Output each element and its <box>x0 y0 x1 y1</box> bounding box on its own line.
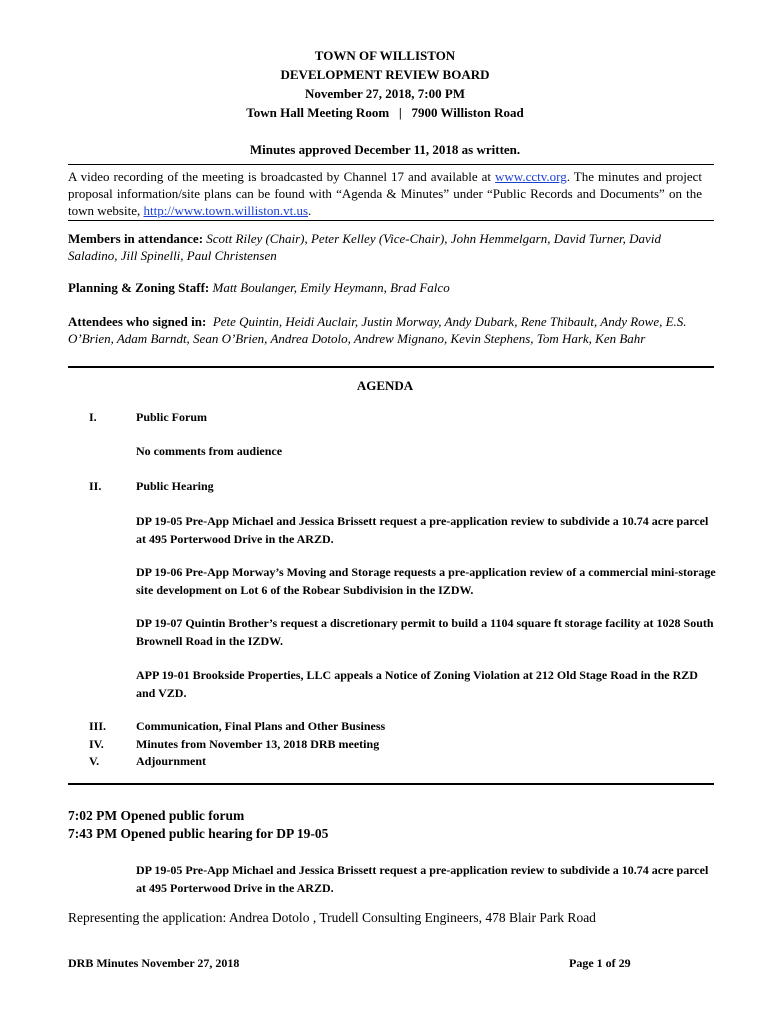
board-name: DEVELOPMENT REVIEW BOARD <box>280 67 490 82</box>
divider-notice <box>68 220 714 221</box>
town-website-link[interactable]: http://www.town.williston.vt.us <box>143 203 309 218</box>
hearing-dp-19-07: DP 19-07 Quintin Brother’s request a discretionary permit to build a 1104 square ft storage facility at 1028 South Brownell Road in the IZDW. <box>136 616 714 648</box>
divider-top <box>68 164 714 165</box>
agenda-number-3: III. <box>89 719 107 733</box>
time-opened-public-forum: 7:02 PM Opened public forum <box>68 808 245 823</box>
town-name: TOWN OF WILLISTON <box>314 48 456 63</box>
members-label: Members in attendance: <box>68 231 204 246</box>
hearing-dp-19-06: DP 19-06 Pre-App Morway’s Moving and Storage requests a pre-application review of a commercial mini-storage site development on Lot 6 of the Robear Subdivision in the IZDW. <box>136 565 716 597</box>
attendees-signed-in <box>68 313 702 347</box>
agenda-item-minutes: Minutes from November 13, 2018 DRB meeting <box>136 737 380 751</box>
attendees-label: Attendees who signed in: <box>68 314 207 329</box>
hearing-dp-19-05: DP 19-05 Pre-App Michael and Jessica Brissett request a pre-application review to subdivide a 10.74 acre parcel at 495 Porterwood Drive in the ARZD. <box>136 514 709 546</box>
hearing-app-19-01: APP 19-01 Brookside Properties, LLC appeals a Notice of Zoning Violation at 212 Old Stage Road in the RZD and VZD. <box>136 668 698 700</box>
page-number: Page 1 of 29 <box>569 956 631 970</box>
video-notice-text-a: A video recording of the meeting is broadcasted by Channel 17 and available at <box>68 169 496 184</box>
divider-agenda-top <box>68 366 714 368</box>
agenda-item-public-forum: Public Forum <box>136 410 207 424</box>
meeting-date: November 27, 2018, 7:00 PM <box>304 86 466 101</box>
time-opened-public-hearing: 7:43 PM Opened public hearing for DP 19-05 <box>68 826 329 841</box>
agenda-item-adjournment: Adjournment <box>136 754 207 768</box>
approval-note: Minutes approved December 11, 2018 as written. <box>249 142 521 157</box>
members-names: Scott Riley (Chair), Peter Kelley (Vice-Chair), John Hemmelgarn, David Turner, David Saladino, Jill Spinelli, Paul Christensen <box>68 231 661 263</box>
agenda-number-2: II. <box>89 479 102 493</box>
agenda-item-communication: Communication, Final Plans and Other Business <box>136 719 386 733</box>
agenda-number-5: V. <box>89 754 100 768</box>
video-notice <box>68 168 702 219</box>
cctv-link[interactable]: www.cctv.org <box>495 169 567 184</box>
video-notice-text-c: . <box>308 203 312 218</box>
meeting-location: Town Hall Meeting Room | 7900 Williston Road <box>246 105 524 120</box>
agenda-number-4: IV. <box>89 737 104 751</box>
staff-label: Planning & Zoning Staff: <box>68 280 210 295</box>
agenda-number-1: I. <box>89 410 97 424</box>
attendees-names: Pete Quintin, Heidi Auclair, Justin Morway, Andy Dubark, Rene Thibault, Andy Rowe, E.S. O’Brien, Adam Barndt, Sean O’Brien, Andrea Dotolo, Andrew Mignano, Kevin Stephens, Tom Hark, Ken Bahr <box>68 314 690 346</box>
agenda-item-public-hearing: Public Hearing <box>136 479 214 493</box>
staff-names: Matt Boulanger, Emily Heymann, Brad Falco <box>209 280 450 295</box>
hearing-dp-19-05-detail: DP 19-05 Pre-App Michael and Jessica Brissett request a pre-application review to subdivide a 10.74 acre parcel at 495 Porterwood Drive in the ARZD. <box>136 863 709 895</box>
divider-agenda-bottom <box>68 783 714 785</box>
planning-staff <box>68 279 702 296</box>
representing-applicant: Representing the application: Andrea Dotolo , Trudell Consulting Engineers, 478 Blair Park Road <box>68 910 596 925</box>
agenda-item-public-forum-note: No comments from audience <box>136 444 283 458</box>
members-in-attendance <box>68 230 702 264</box>
footer-title: DRB Minutes November 27, 2018 <box>68 956 240 970</box>
video-notice-text-b: . The minutes and project proposal information/site plans can be found with “Agenda & Minutes” under “Public Records and Documents” on the town website, <box>68 169 702 218</box>
agenda-title: AGENDA <box>356 378 414 393</box>
